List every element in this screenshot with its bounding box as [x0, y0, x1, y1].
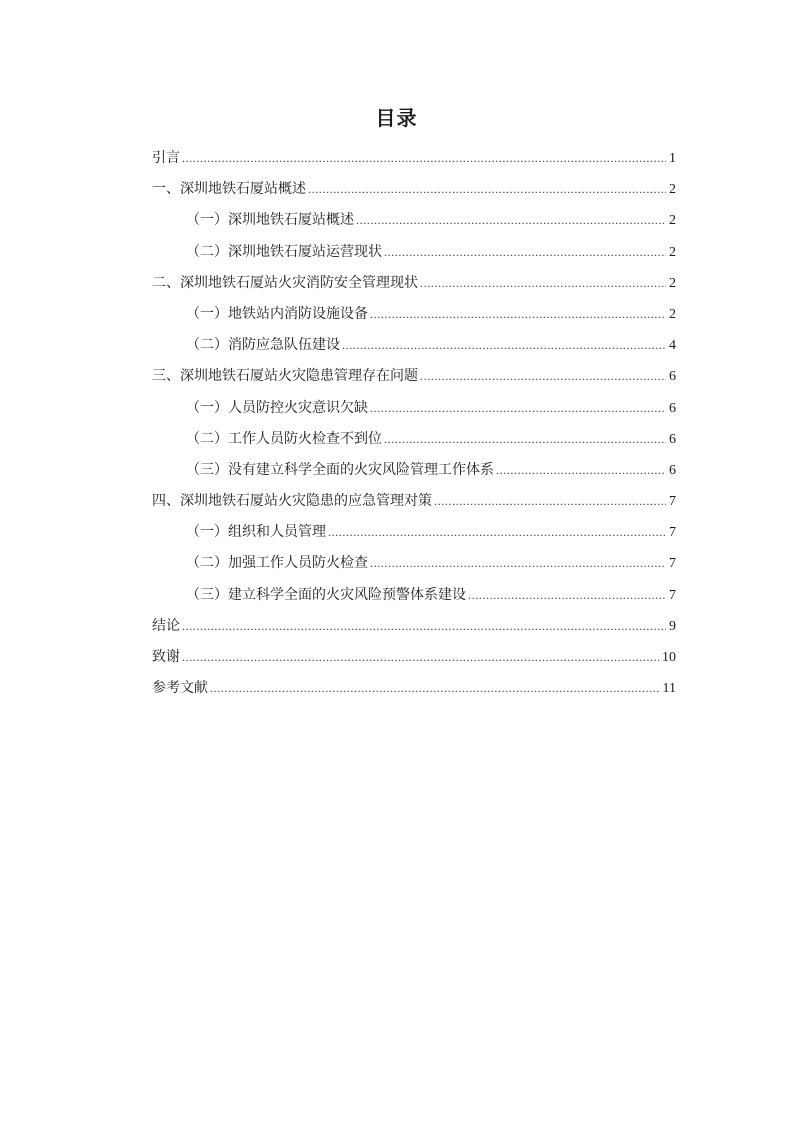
toc-page-number: 2 [669, 244, 676, 260]
toc-entry[interactable] [152, 611, 676, 642]
dot-leader [356, 205, 666, 236]
toc-page-number: 11 [662, 681, 676, 697]
toc-page-number: 7 [669, 556, 676, 572]
dot-leader [182, 611, 666, 642]
toc-page-number: 10 [662, 650, 676, 665]
toc-entry-text: （二）工作人员防火检查不到位 [186, 430, 382, 447]
toc-page-number: 4 [669, 338, 676, 354]
dot-leader [420, 268, 666, 299]
toc-subentry[interactable] [152, 299, 676, 330]
toc-title: 目录 [375, 106, 418, 130]
toc-entry-text: （二）消防应急队伍建设 [186, 337, 340, 354]
toc-subentry[interactable] [152, 580, 676, 611]
toc-entry-text: （二）加强工作人员防火检查 [186, 555, 368, 572]
dot-leader [182, 642, 659, 673]
toc-entry[interactable] [152, 174, 676, 205]
dot-leader [210, 673, 660, 704]
toc-page-number: 2 [669, 213, 676, 229]
toc-entry-text: 四、深圳地铁石厦站火灾隐患的应急管理对策 [152, 493, 432, 510]
toc-page-number: 2 [669, 275, 676, 291]
dot-leader [370, 299, 666, 330]
toc-entry[interactable] [152, 143, 676, 174]
toc-subentry[interactable] [152, 548, 676, 579]
toc-entry[interactable] [152, 673, 676, 704]
dot-leader [342, 330, 666, 361]
toc-subentry[interactable] [152, 517, 676, 548]
toc-entry[interactable] [152, 642, 676, 673]
dot-leader [420, 361, 666, 392]
toc-entry-text: （三）没有建立科学全面的火灾风险管理工作体系 [186, 461, 494, 478]
toc-subentry[interactable] [152, 237, 676, 268]
toc-subentry[interactable] [152, 455, 676, 486]
toc-entry-text: （三）建立科学全面的火灾风险预警体系建设 [186, 586, 466, 603]
toc-entry-text: 结论 [152, 617, 180, 634]
toc-entry[interactable] [152, 486, 676, 517]
toc-subentry[interactable] [152, 205, 676, 236]
toc-list [152, 143, 676, 704]
dot-leader [384, 424, 666, 455]
toc-page-number: 9 [669, 618, 676, 634]
toc-page-number: 2 [669, 182, 676, 198]
toc-entry-text: （一）深圳地铁石厦站概述 [186, 212, 354, 229]
toc-page-number: 2 [669, 306, 676, 322]
toc-entry-text: （二）深圳地铁石厦站运营现状 [186, 243, 382, 260]
toc-page-number: 6 [669, 369, 676, 385]
toc-entry-text: （一）地铁站内消防设施设备 [186, 305, 368, 322]
toc-subentry[interactable] [152, 393, 676, 424]
toc-entry-text: 二、深圳地铁石厦站火灾消防安全管理现状 [152, 274, 418, 291]
toc-subentry[interactable] [152, 330, 676, 361]
toc-entry[interactable] [152, 361, 676, 392]
dot-leader [468, 580, 666, 611]
toc-entry-text: 引言 [152, 150, 180, 166]
dot-leader [496, 455, 666, 486]
toc-entry-text: 致谢 [152, 649, 180, 665]
toc-page-number: 7 [669, 494, 676, 510]
toc-page-number: 7 [669, 525, 676, 541]
dot-leader [182, 143, 666, 174]
dot-leader [370, 393, 666, 424]
toc-page-number: 6 [669, 431, 676, 447]
toc-entry-text: 三、深圳地铁石厦站火灾隐患管理存在问题 [152, 368, 418, 385]
toc-entry-text: （一）组织和人员管理 [186, 524, 326, 541]
toc-entry-text: 一、深圳地铁石厦站概述 [152, 181, 306, 198]
toc-page-number: 1 [669, 151, 676, 166]
dot-leader [434, 486, 666, 517]
toc-entry[interactable] [152, 268, 676, 299]
toc-subentry[interactable] [152, 424, 676, 455]
toc-entry-text: （一）人员防控火灾意识欠缺 [186, 399, 368, 416]
toc-page-number: 6 [669, 462, 676, 478]
dot-leader [328, 517, 666, 548]
toc-page-number: 6 [669, 400, 676, 416]
dot-leader [308, 174, 666, 205]
dot-leader [370, 548, 666, 579]
toc-page-number: 7 [669, 587, 676, 603]
toc-entry-text: 参考文献 [152, 680, 208, 697]
dot-leader [384, 237, 666, 268]
